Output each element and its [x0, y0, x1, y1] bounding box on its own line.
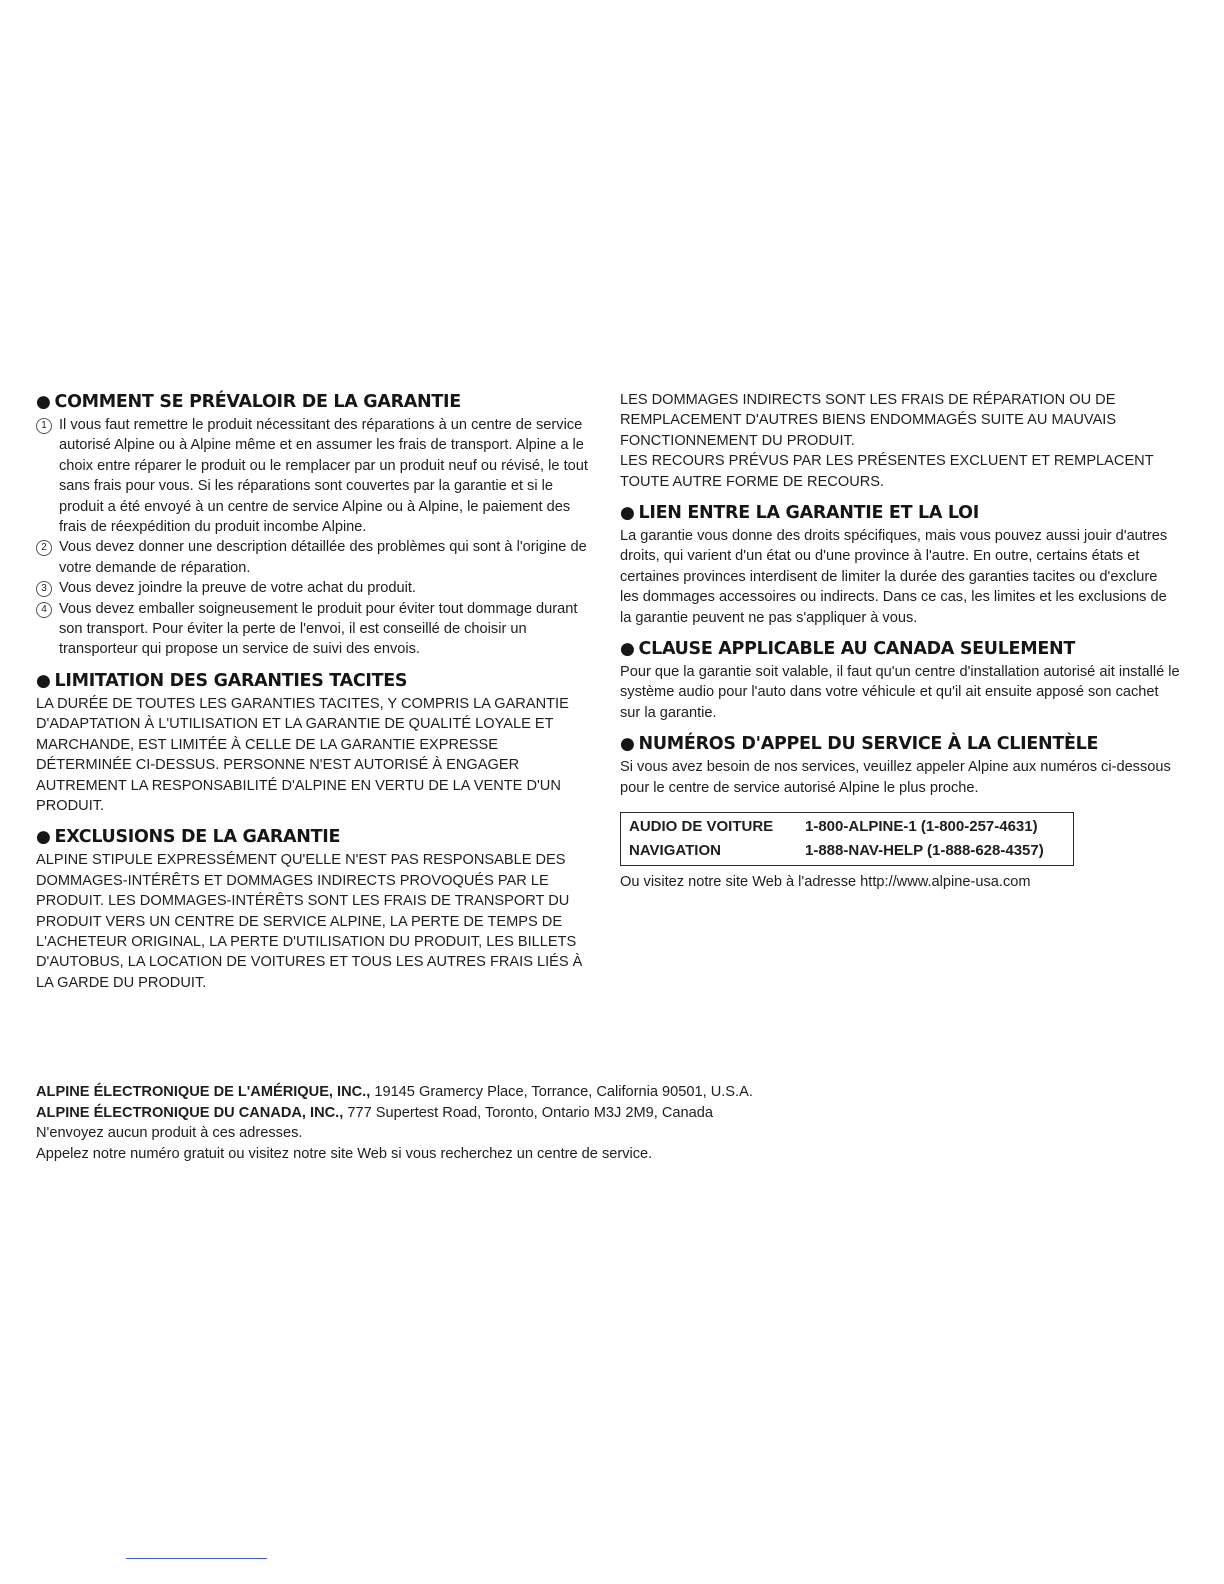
list-item: 1 Il vous faut remettre le produit nécessitant des réparations à un centre de service autorisé Alpine ou à Alpine même et en assumer les frais de transport. Alpine a le choix entre réparer le produit ou le remplacer par un produit neuf ou révisé, le tout sans frais pour vous. Si les réparations sont couvertes par la garantie et si le produit a été envoyé à un centre de service Alpine ou à Alpine, le paiement des frais de réexpédition du produit incombe Alpine.	[36, 415, 592, 537]
canada-address: ALPINE ÉLECTRONIQUE DU CANADA, INC., 777 Supertest Road, Toronto, Ontario M3J 2M9, Canada	[36, 1104, 713, 1121]
bullet-icon: ●	[36, 827, 51, 848]
section-indirect-damages	[620, 390, 1180, 492]
numbered-list	[36, 415, 592, 660]
phone-row-car-audio	[621, 815, 1073, 839]
section-implied-warranties	[36, 669, 592, 816]
phone-row-navigation	[621, 839, 1073, 863]
bullet-icon: ●	[36, 670, 51, 691]
section-body: ALPINE STIPULE EXPRESSÉMENT QU'ELLE N'EST PAS RESPONSABLE DES DOMMAGES-INTÉRÊTS ET DOMMAGES INDIRECTS PROVOQUÉS PAR LE PRODUIT. LES DOMMAGES-INTÉRÊTS SONT LES FRAIS DE TRANSPORT DU PRODUIT VERS UN CENTRE DE SERVICE ALPINE, LA PERTE DE TEMPS DE L'ACHETEUR ORIGINAL, LA PERTE D'UTILISATION DU PRODUIT, LES BILLETS D'AUTOBUS, LA LOCATION DE VOITURES ET TOUS LES AUTRES FRAIS LIÉS À LA GARDE DU PRODUIT.	[36, 852, 583, 991]
list-item: 3 Vous devez joindre la preuve de votre achat du produit.	[36, 578, 592, 598]
section-body: Si vous avez besoin de nos services, veuillez appeler Alpine aux numéros ci-dessous pour le centre de service autorisé Alpine le plus proche.	[620, 759, 1171, 796]
section-canada-clause	[620, 637, 1180, 723]
website-text: Ou visitez notre site Web à l'adresse http://www.alpine-usa.com	[620, 874, 1031, 891]
us-address: ALPINE ÉLECTRONIQUE DE L'AMÉRIQUE, INC., 19145 Gramercy Place, Torrance, California 90501, U.S.A.	[36, 1084, 753, 1100]
section-exclusions	[36, 825, 592, 993]
section-body: LA DURÉE DE TOUTES LES GARANTIES TACITES, Y COMPRIS LA GARANTIE D'ADAPTATION À L'UTILISATION ET LA GARANTIE DE QUALITÉ LOYALE ET MARCHANDE, EST LIMITÉE À CELLE DE LA GARANTIE EXPRESSE DÉTERMINÉE CI-DESSUS. PERSONNE N'EST AUTORISÉ À ENGAGER AUTREMENT LA RESPONSABILITÉ D'ALPINE EN VERTU DE LA VENTE D'UN PRODUIT.	[36, 695, 569, 814]
list-item: 4 Vous devez emballer soigneusement le produit pour éviter tout dommage durant son transport. Pour éviter la perte de l'envoi, il est conseillé de choisir un transporteur qui propose un service de suivi des envois.	[36, 599, 592, 660]
company-addresses	[36, 1082, 936, 1164]
remedies-text: LES RECOURS PRÉVUS PAR LES PRÉSENTES EXCLUENT ET REMPLACENT TOUTE AUTRE FORME DE RECOURS.	[620, 453, 1154, 490]
left-column	[36, 390, 592, 1002]
bottom-rule	[126, 1558, 267, 1559]
bullet-icon: ●	[620, 503, 635, 524]
list-item: 2 Vous devez donner une description détaillée des problèmes qui sont à l'origine de votre demande de réparation.	[36, 537, 592, 578]
circled-number: 3	[36, 581, 52, 597]
circled-number: 4	[36, 602, 52, 618]
us-company-name: ALPINE ÉLECTRONIQUE DE L'AMÉRIQUE, INC.,	[36, 1084, 371, 1100]
section-law	[620, 501, 1180, 628]
section-customer-service	[620, 732, 1180, 892]
phone-label: NAVIGATION	[629, 842, 721, 860]
phone-number: 1-800-ALPINE-1 (1-800-257-4631)	[805, 818, 1038, 836]
bullet-icon: ●	[620, 734, 635, 755]
circled-number: 2	[36, 540, 52, 556]
phone-label: AUDIO DE VOITURE	[629, 818, 774, 836]
section-heading: ● LIMITATION DES GARANTIES TACITES	[36, 670, 408, 691]
section-heading: ● CLAUSE APPLICABLE AU CANADA SEULEMENT	[620, 639, 1075, 660]
indirect-damages-text: LES DOMMAGES INDIRECTS SONT LES FRAIS DE RÉPARATION OU DE REMPLACEMENT D'AUTRES BIENS ENDOMMAGÉS SUITE AU MAUVAIS FONCTIONNEMENT DU PRODUIT.	[620, 392, 1117, 449]
canada-company-name: ALPINE ÉLECTRONIQUE DU CANADA, INC.,	[36, 1104, 344, 1121]
phone-number-table	[620, 812, 1074, 866]
right-column	[620, 390, 1180, 902]
section-how-to-claim	[36, 390, 592, 660]
section-heading: ● LIEN ENTRE LA GARANTIE ET LA LOI	[620, 503, 979, 524]
section-body: Pour que la garantie soit valable, il faut qu'un centre d'installation autorisé ait installé le système audio pour l'auto dans votre véhicule et qu'il ait ensuite apposé son cachet sur la garantie.	[620, 664, 1180, 721]
bullet-icon: ●	[620, 639, 635, 660]
section-heading: ● NUMÉROS D'APPEL DU SERVICE À LA CLIENTÈLE	[620, 734, 1099, 755]
service-center-note: Appelez notre numéro gratuit ou visitez notre site Web si vous recherchez un centre de service.	[36, 1145, 653, 1162]
section-heading: ● COMMENT SE PRÉVALOIR DE LA GARANTIE	[36, 392, 461, 412]
circled-number: 1	[36, 418, 52, 434]
section-body: La garantie vous donne des droits spécifiques, mais vous pouvez aussi jouir d'autres droits, qui varient d'un état ou d'une province à l'autre. En outre, certains états et certaines provinces interdisent de limiter la durée des garanties tacites ou d'exclure les dommages accessoires ou indirects. Dans ce cas, les limites et les exclusions de la garantie peuvent ne pas s'appliquer à vous.	[620, 528, 1168, 626]
section-heading: ● EXCLUSIONS DE LA GARANTIE	[36, 827, 341, 848]
bullet-icon: ●	[36, 392, 51, 412]
phone-number: 1-888-NAV-HELP (1-888-628-4357)	[805, 842, 1044, 860]
no-shipping-note: N'envoyez aucun produit à ces adresses.	[36, 1125, 303, 1142]
